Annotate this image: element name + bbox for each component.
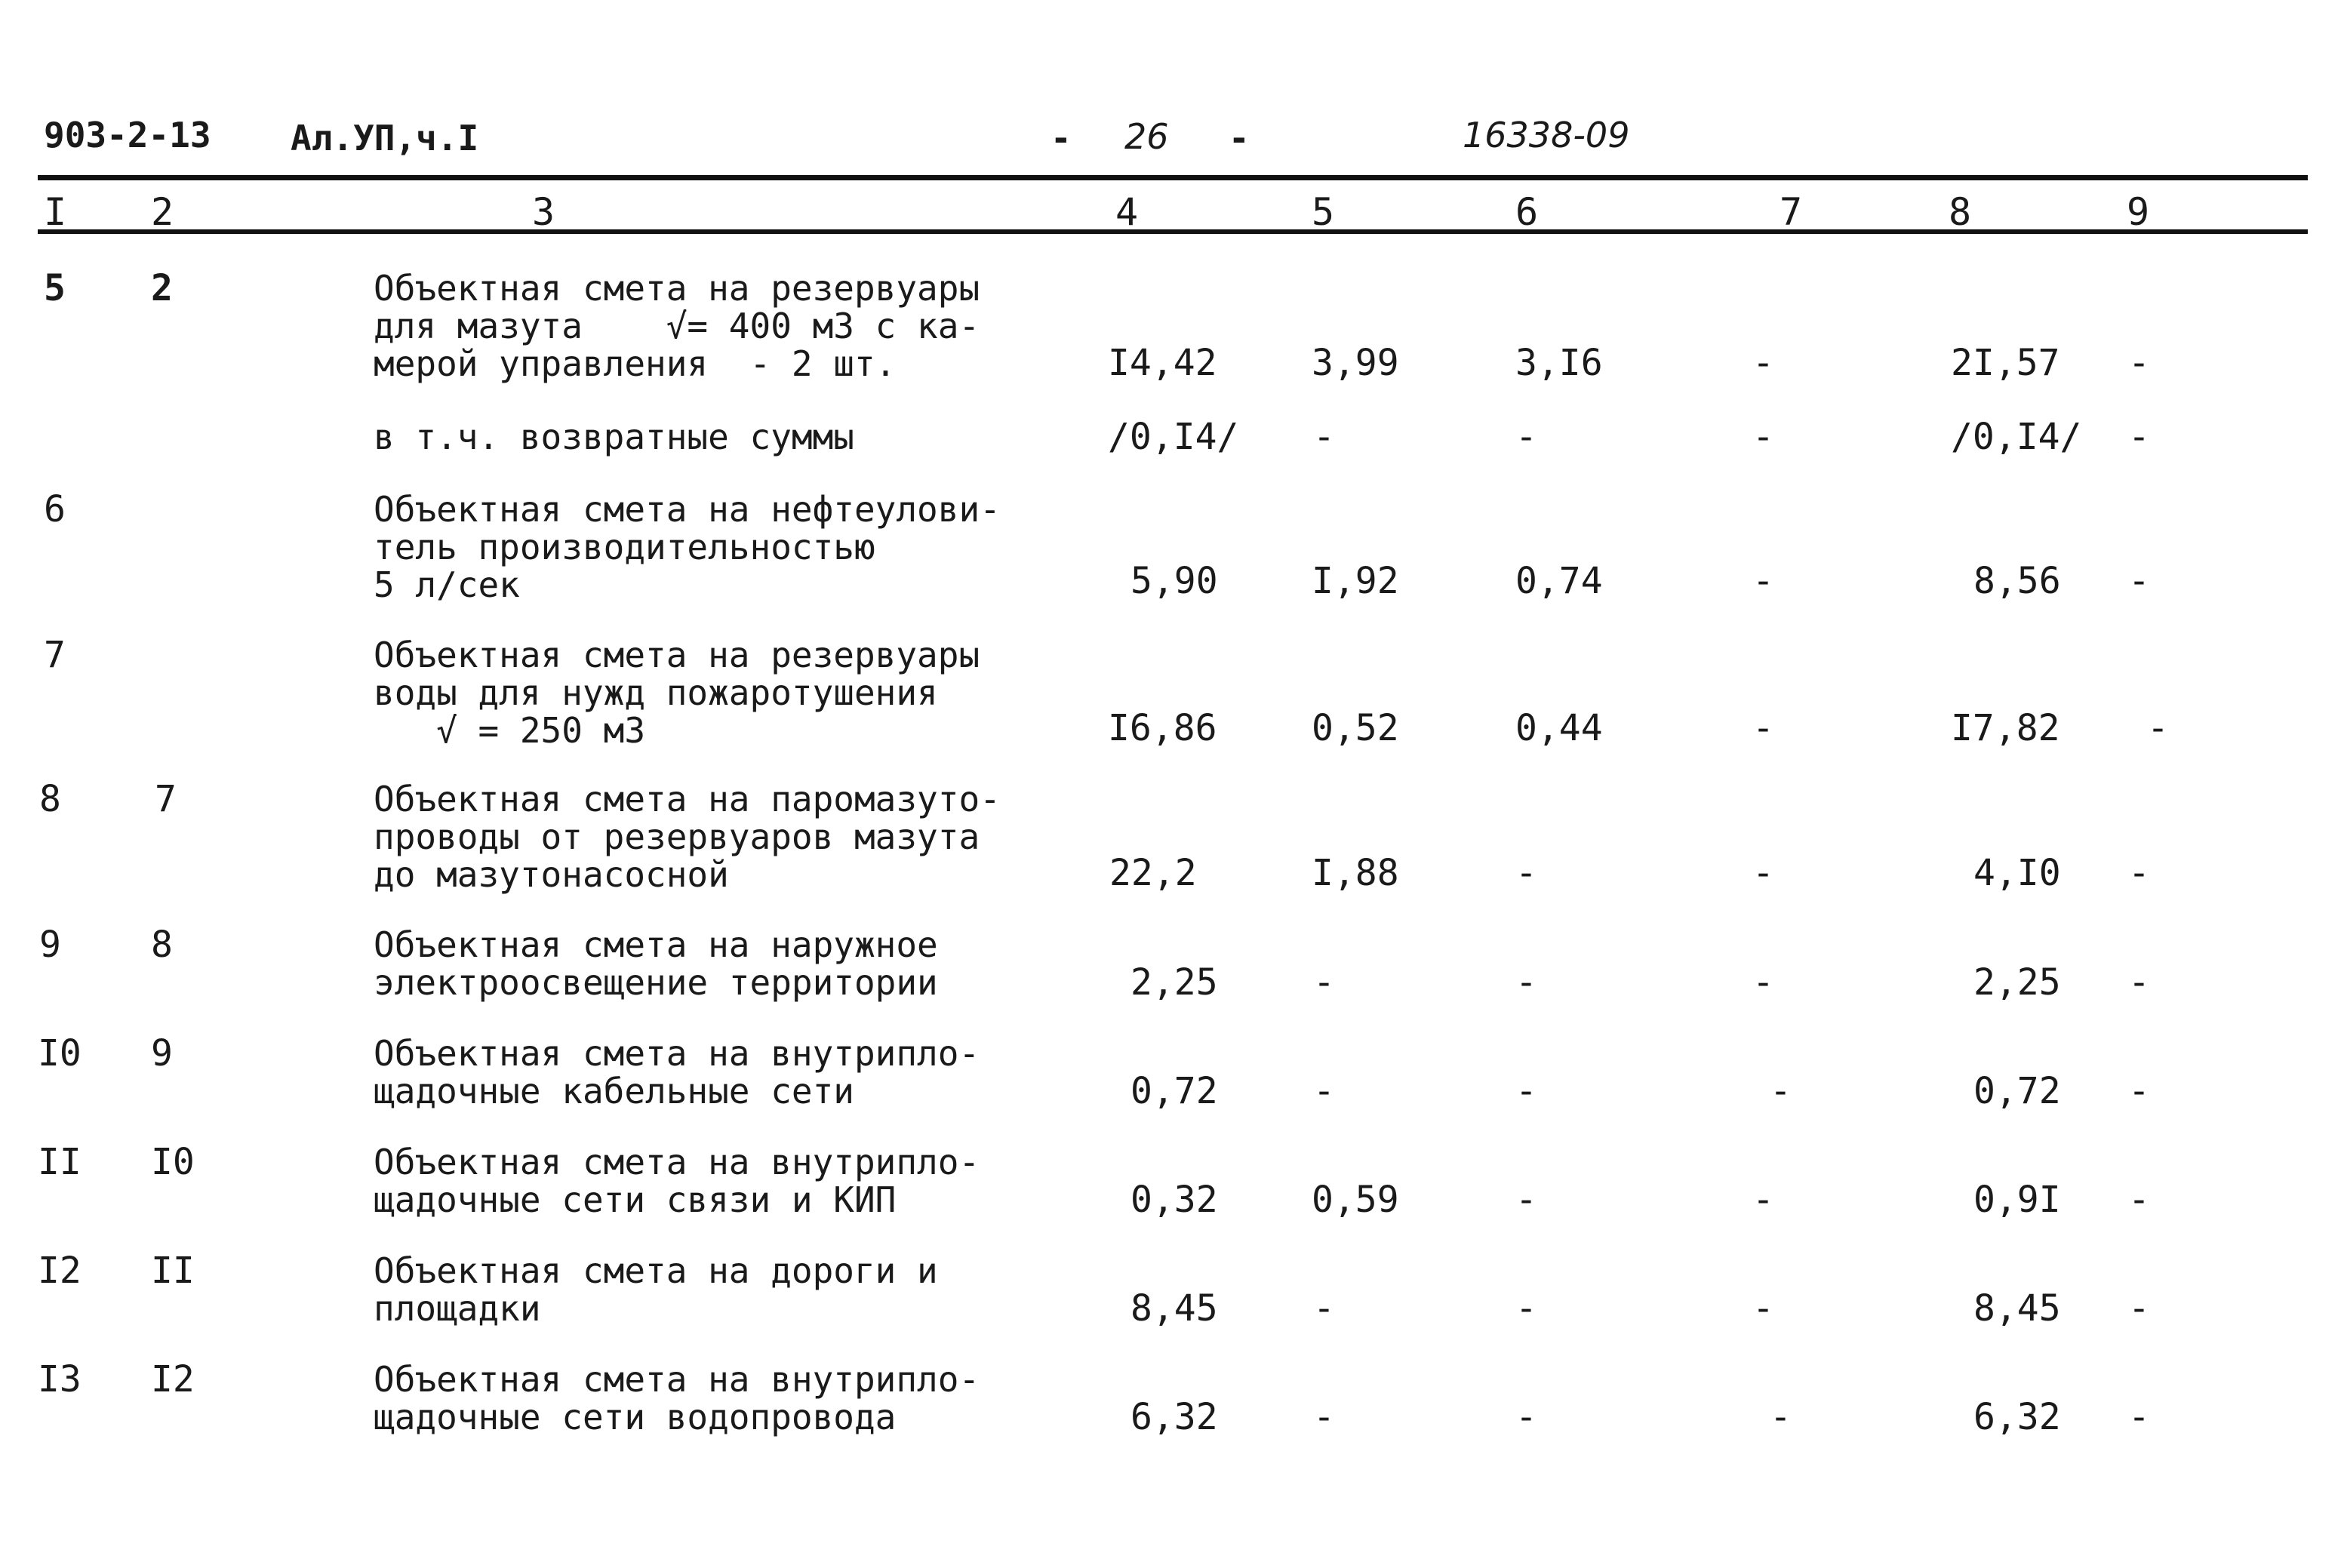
- row-col4: 0,72: [1130, 1070, 1218, 1112]
- row-col7: -: [1770, 1070, 1792, 1112]
- row-col9: -: [2128, 1179, 2150, 1221]
- row-col9: -: [2128, 1070, 2150, 1112]
- row-col4: 8,45: [1130, 1287, 1218, 1330]
- row-col9: -: [2147, 707, 2169, 749]
- row-col6: 3,I6: [1515, 342, 1603, 384]
- row-col5: -: [1313, 1396, 1335, 1438]
- row-col4: 2,25: [1130, 961, 1218, 1004]
- page-dash-right: -: [1229, 118, 1250, 158]
- row-col7: -: [1752, 1287, 1774, 1330]
- row-col4: 5,90: [1130, 560, 1218, 602]
- row-col7: -: [1752, 1179, 1774, 1221]
- row-col8: 6,32: [1973, 1396, 2061, 1438]
- col-header-6: 6: [1515, 190, 1539, 234]
- row-col5: I,92: [1312, 560, 1399, 602]
- row-estimate-number: 9: [151, 1032, 173, 1075]
- row-estimate-number: I0: [151, 1141, 195, 1183]
- row-position-number: 9: [39, 924, 61, 966]
- row-col6: -: [1515, 961, 1537, 1004]
- row-col5: 0,59: [1312, 1179, 1399, 1221]
- row-col8: I7,82: [1951, 707, 2060, 749]
- col-header-5: 5: [1312, 190, 1335, 234]
- row-col7: -: [1752, 961, 1774, 1004]
- row-col5: 3,99: [1312, 342, 1399, 384]
- row-col7: -: [1752, 560, 1774, 602]
- row-col6: -: [1515, 416, 1537, 458]
- row-description: Объектная смета на паромазуто- проводы от резервуаров мазута до мазутонасосной: [374, 779, 1001, 895]
- row-estimate-number: 2: [151, 267, 173, 309]
- row-col9: -: [2128, 560, 2150, 602]
- row-col6: -: [1515, 1179, 1537, 1221]
- row-description: в т.ч. возвратные суммы: [374, 417, 854, 457]
- row-col5: -: [1313, 961, 1335, 1004]
- row-col9: -: [2128, 416, 2150, 458]
- row-col5: I,88: [1312, 852, 1399, 894]
- row-col4: I6,86: [1108, 707, 1217, 749]
- row-position-number: 7: [44, 634, 66, 676]
- page-dash-left: -: [1050, 118, 1072, 158]
- row-col4: 0,32: [1130, 1179, 1218, 1221]
- row-col5: -: [1313, 416, 1335, 458]
- row-col9: -: [2128, 1287, 2150, 1330]
- page-number: 26: [1124, 116, 1169, 157]
- header-rule-top: [38, 175, 2308, 180]
- row-position-number: II: [38, 1141, 82, 1183]
- col-header-1: I: [44, 190, 67, 234]
- col-header-4: 4: [1115, 190, 1139, 234]
- row-estimate-number: I2: [151, 1358, 195, 1400]
- row-description: Объектная смета на резервуары для мазута √= 400 м3 с ка- мерой управления - 2 шт.: [374, 268, 980, 384]
- row-description: Объектная смета на нефтеулови- тель производительностью 5 л/сек: [374, 489, 1001, 605]
- row-col6: 0,74: [1515, 560, 1603, 602]
- row-col8: 0,72: [1973, 1070, 2061, 1112]
- row-col8: 2I,57: [1951, 342, 2060, 384]
- row-col9: -: [2128, 961, 2150, 1004]
- row-col8: 8,56: [1973, 560, 2061, 602]
- row-col6: -: [1515, 1070, 1537, 1112]
- row-position-number: I2: [38, 1250, 82, 1292]
- row-col8: 0,9I: [1973, 1179, 2061, 1221]
- col-header-7: 7: [1780, 190, 1803, 234]
- row-position-number: 8: [39, 778, 61, 820]
- row-col9: -: [2128, 1396, 2150, 1438]
- document-code-handwritten: 13: [169, 115, 211, 155]
- row-estimate-number: 7: [155, 778, 177, 820]
- col-header-9: 9: [2127, 190, 2150, 234]
- row-position-number: I3: [38, 1358, 82, 1400]
- col-header-3: 3: [532, 190, 555, 234]
- row-col4: 22,2: [1109, 852, 1197, 894]
- row-col8: 8,45: [1973, 1287, 2061, 1330]
- row-col7: -: [1752, 342, 1774, 384]
- row-col6: -: [1515, 852, 1537, 894]
- row-col9: -: [2128, 852, 2150, 894]
- row-col4: /0,I4/: [1108, 416, 1239, 458]
- row-position-number: I0: [38, 1032, 82, 1075]
- row-description: Объектная смета на дороги и площадки: [374, 1250, 938, 1329]
- row-col6: -: [1515, 1396, 1537, 1438]
- row-col6: 0,44: [1515, 707, 1603, 749]
- row-col5: -: [1313, 1287, 1335, 1330]
- row-position-number: 6: [44, 488, 66, 530]
- row-col6: -: [1515, 1287, 1537, 1330]
- row-col8: /0,I4/: [1951, 416, 2082, 458]
- row-col7: -: [1770, 1396, 1792, 1438]
- col-header-8: 8: [1949, 190, 1972, 234]
- row-description: Объектная смета на внутрипло- щадочные сети водопровода: [374, 1359, 980, 1437]
- row-description: Объектная смета на резервуары воды для нужд пожаротушения √ = 250 м3: [374, 635, 980, 751]
- row-col4: 6,32: [1130, 1396, 1218, 1438]
- row-col7: -: [1752, 416, 1774, 458]
- row-col9: -: [2128, 342, 2150, 384]
- album-reference: Ал.УП,ч.I: [291, 118, 479, 158]
- row-estimate-number: 8: [151, 924, 173, 966]
- row-col8: 4,I0: [1973, 852, 2061, 894]
- row-position-number: 5: [44, 267, 66, 309]
- row-col7: -: [1752, 707, 1774, 749]
- row-col8: 2,25: [1973, 961, 2061, 1004]
- document-code: [44, 115, 211, 155]
- row-description: Объектная смета на внутрипло- щадочные сети связи и КИП: [374, 1142, 980, 1220]
- row-description: Объектная смета на внутрипло- щадочные кабельные сети: [374, 1033, 980, 1111]
- inventory-number: 16338-09: [1463, 115, 1630, 155]
- row-col7: -: [1752, 852, 1774, 894]
- row-estimate-number: II: [151, 1250, 195, 1292]
- row-col5: -: [1313, 1070, 1335, 1112]
- row-description: Объектная смета на наружное электроосвещение территории: [374, 924, 938, 1003]
- document-code-printed: 903-2-: [44, 115, 170, 155]
- col-header-2: 2: [151, 190, 174, 234]
- row-col4: I4,42: [1108, 342, 1217, 384]
- row-col5: 0,52: [1312, 707, 1399, 749]
